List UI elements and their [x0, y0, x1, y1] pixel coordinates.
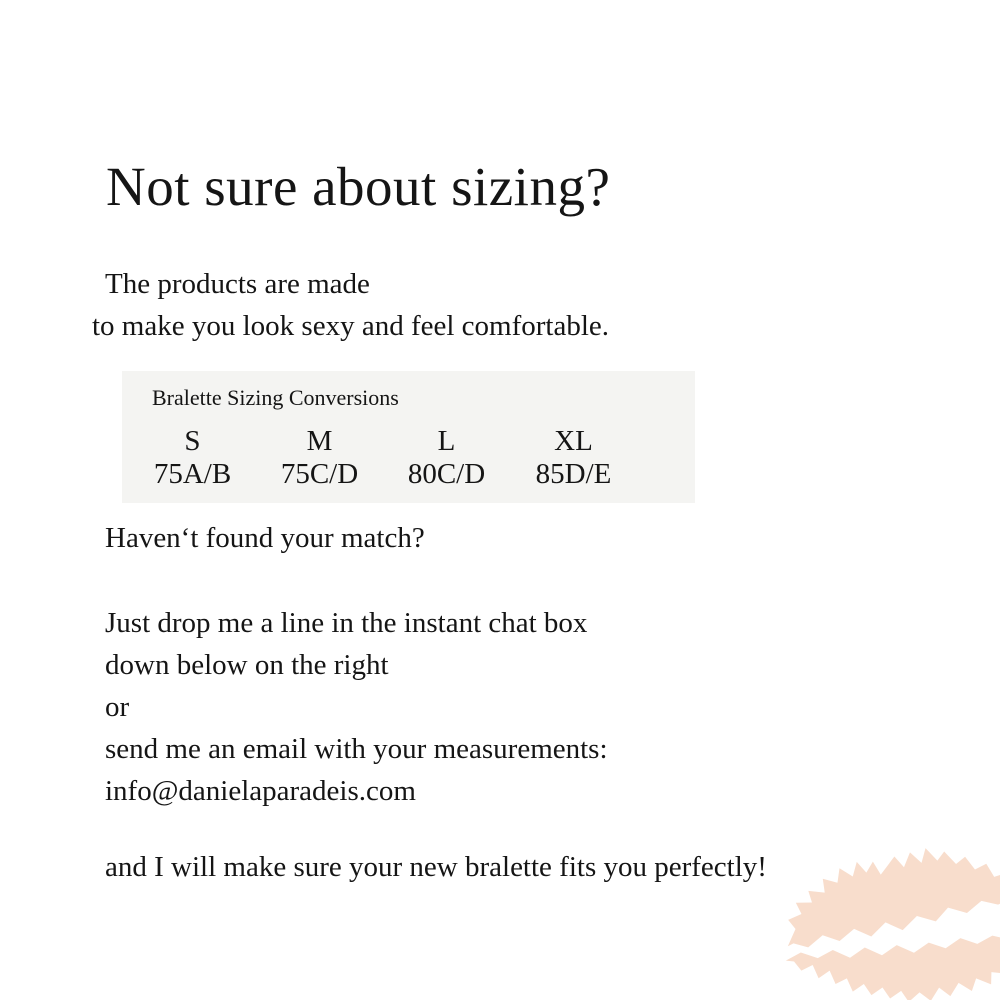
- contact-line: down below on the right: [105, 649, 389, 681]
- size-label: M: [306, 425, 333, 457]
- contact-email: info@danielaparadeis.com: [105, 775, 416, 807]
- size-conversion: 80C/D: [407, 458, 486, 490]
- sizing-table: [129, 425, 695, 491]
- kiss-lips-icon: [778, 838, 1000, 1000]
- size-conversion: 85D/E: [535, 458, 612, 490]
- sizing-box-title: Bralette Sizing Conversions: [152, 385, 399, 410]
- size-conversion: 75C/D: [280, 458, 359, 490]
- contact-line: or: [105, 691, 130, 723]
- size-label: S: [184, 425, 201, 457]
- page-title: Not sure about sizing?: [106, 155, 611, 217]
- contact-line: Just drop me a line in the instant chat box: [105, 607, 588, 639]
- size-conversion: 75A/B: [153, 458, 232, 490]
- sizing-box: [122, 371, 695, 503]
- contact-paragraph: [105, 602, 608, 812]
- sizing-column-s: [129, 425, 256, 491]
- intro-line: to make you look sexy and feel comfortable.: [92, 310, 610, 342]
- intro-line: The products are made: [105, 268, 370, 300]
- contact-line: send me an email with your measurements:: [105, 733, 608, 765]
- match-question: Haven‘t found your match?: [105, 522, 425, 554]
- sizing-column-xl: [510, 425, 637, 491]
- closing-line: and I will make sure your new bralette fits you perfectly!: [105, 851, 767, 883]
- size-label: XL: [554, 425, 593, 457]
- sizing-column-l: [383, 425, 510, 491]
- intro-paragraph: [92, 263, 610, 347]
- size-label: L: [437, 425, 456, 457]
- sizing-column-m: [256, 425, 383, 491]
